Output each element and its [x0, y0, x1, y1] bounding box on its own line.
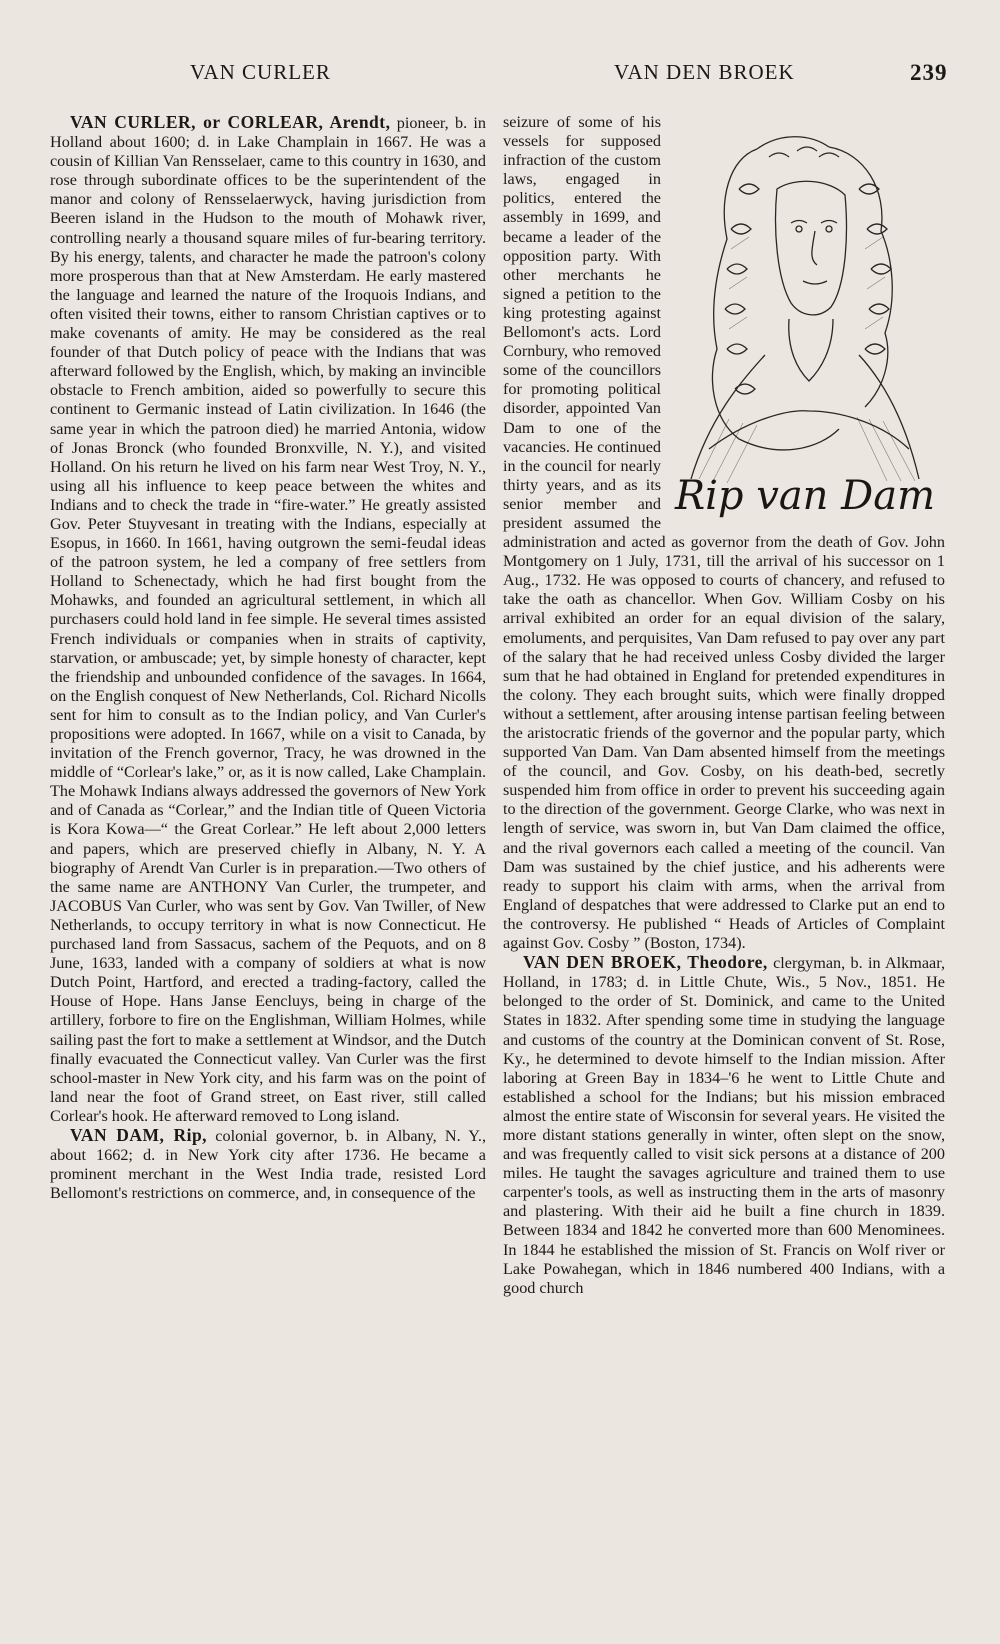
text-van-curler: pioneer, b. in Holland about 1600; d. in Lake Champlain in 1667. He was a cousin of Killian Van Rensselaer, came to this country in 1630, and rose through subordinate offices to be the superintendent of the manor and colony of Rensselaerwyck, having jurisdiction from Beeren island in the Hudson to the mouth of Mohawk river, controlling nearly a thousand square miles of fur-bearing territory. By his energy, talents, and character he made the patroon's colony more prosperous than that at New Amsterdam. He early mastered the language and learned the nature of the Iroquois Indians, and often visited their towns, either to ransom Christian captives or to make covenants of amity. He may be considered as the real founder of that Dutch policy of peace with the Indians that was afterward followed by the English, which, by making an invincible obstacle to French ambition, aided so powerfully to secure this continent to Germanic instead of Latin civilization. In 1646 (the same year in which the patroon died) he married Antonia, widow of Jonas Bronck (who founded Bronxville, N. Y.), and visited Holland. On his return he lived on his farm near West Troy, N. Y., using all his influence to keep peace between the whites and Indians and to check the trade in “fire-water.” He greatly assisted Gov. Peter Stuyvesant in treating with the Indians, especially at Esopus, in 1660. In 1661, having outgrown the semi-feudal ideas of the patroon system, he led a company of free settlers from Holland to Schenectady, which he had first bought from the Mohawks, and founded an agricultural settlement, in which all purchasers could hold land in fee simple. He several times assisted French individuals or companies when in straits of captivity, starvation, or ambuscade; yet, by simple honesty of character, kept the friendship and unbounded confidence of the savages. In 1664, on the English conquest of New Netherlands, Col. Richard Nicolls sent for him to consult as to the Indian policy, and Van Curler's propositions were adopted. In 1667, while on a visit to Canada, by invitation of the French governor, Tracy, he was drowned in the middle of “Corlear's lake,” or, as it is now called, Lake Champlain. The Mohawk Indians always addressed the governors of New York and of Canada as “Corlear,” and the Indian title of Queen Victoria is Kora Kowa—“ the Great Corlear.” He left about 2,000 letters and papers, which are preserved chiefly in Albany, N. Y. A biography of Arendt Van Curler is in preparation.—Two others of the same name are ANTHONY Van Curler, the trumpeter, and JACOBUS Van Curler, who was sent by Gov. Van Twiller, of New Netherlands, to occupy territory in what is now Connecticut. He purchased land from Sassacus, sachem of the Pequots, and on 8 June, 1633, landed with a company of soldiers at what is now Dutch Point, Hartford, and erected a trading-factory, called the House of Hope. Hans Janse Eencluys, being in charge of the artillery, forbore to fire on the Englishman, William Holmes, while sailing past the fort to make a settlement at Windsor, and the Dutch finally evacuated the Connecticut valley. Van Curler was the first school-master in New York city, and his farm was on the point of land near the foot of Grand street, on East river, still called Corlear's hook. He afterward removed to Long island. [50, 114, 487, 1125]
text-van-dam-left: colonial governor, b. in Albany, N. Y., about 1662; d. in New York city after 1736. He became a prominent merchant in the West India trade, resisted Lord Bellomont's restrictions on commerce, and, in consequence of the [50, 1126, 486, 1203]
text-van-dam-right: seizure of some of his vessels for supposed infraction of the custom laws, engaged in politics, entered the assembly in 1699, and became a leader of the opposition party. With other merchants he signed a petition to the king protesting against Bellomont's acts. Lord Cornbury, who removed some of the councillors for promoting political disorder, appointed Van Dam to one of the vacancies. He continued in the council for nearly thirty years, and as its senior member and president assumed the administration and acted as governor from the death of Gov. John Montgomery on 1 July, 1731, till the arrival of his successor on 1 Aug., 1732. He was opposed to courts of chancery, and refused to take the oath as chancellor. When Gov. William Cosby on his arrival exhibited an order for an equal division of the salary, emoluments, and perquisites, Van Dam refused to pay over any part of the salary that he had received unless Cosby divided the larger sum that he had obtained in England for pretended expenditures in the colony. They each brought suits, which were finally dropped without a settlement, after arousing intense partisan feeling between the aristocratic friends of the governor and the popular party, which supported Van Dam. Van Dam absented himself from the meetings of the council, and Gov. Cosby, on his death-bed, secretly suspended him from office in order to prevent his succeeding again to the direction of the government. George Clarke, who was next in length of service, was sworn in, but Van Dam claimed the office, and the rival governors each called a meeting of the council. Van Dam was sustained by the chief justice, and his adherents were ready to support his claim with arms, when the arrival from England of despatches that were addressed to Clarke put an end to the controversy. He published “ Heads of Articles of Complaint against Gov. Cosby ” (Boston, 1734). [503, 113, 945, 953]
page-number: 239 [910, 60, 948, 85]
entry-van-dam-start [50, 1126, 486, 1203]
header-left-word: VAN CURLER [190, 60, 331, 84]
headword-van-dam: VAN DAM, Rip, [70, 1124, 208, 1145]
portrait-image [669, 119, 945, 523]
entry-van-curler [50, 113, 486, 1126]
right-column [503, 113, 945, 1298]
headword-van-den-broek: VAN DEN BROEK, Theodore, [523, 952, 768, 973]
left-column [50, 113, 486, 1203]
running-header [0, 60, 1000, 90]
header-right-word: VAN DEN BROEK [614, 60, 795, 84]
headword-van-curler: VAN CURLER, or CORLEAR, Arendt, [70, 112, 391, 132]
portrait-engraving [669, 119, 945, 523]
signature: Rip van Dam [675, 473, 935, 519]
entry-van-den-broek [503, 953, 945, 1298]
text-van-den-broek: clergyman, b. in Alkmaar, Holland, in 1783; d. in Little Chute, Wis., 5 Nov., 1851. He belonged to the order of St. Dominick, and came to the United States in 1832. After spending some time in studying the language and customs of the country at the Dominican convent of St. Rose, Ky., he determined to devote himself to the Indian mission. After laboring at Green Bay in 1834–'6 he went to Little Chute and established a school for the Indians; but his mission embraced almost the entire state of Wisconsin for several years. He visited the more distant stations generally in winter, often slept on the snow, and was frequently called to visit sick persons at a distance of 200 miles. He taught the savages agriculture and trained them to use carpenter's tools, as well as instructing them in the arts of masonry and plastering. With their aid he built a fine church in 1839. Between 1834 and 1842 he converted more than 600 Menominees. In 1844 he established the mission of St. Francis on Wolf river or Lake Powahegan, which in 1846 numbered 400 Indians, with a good church [503, 954, 945, 1297]
